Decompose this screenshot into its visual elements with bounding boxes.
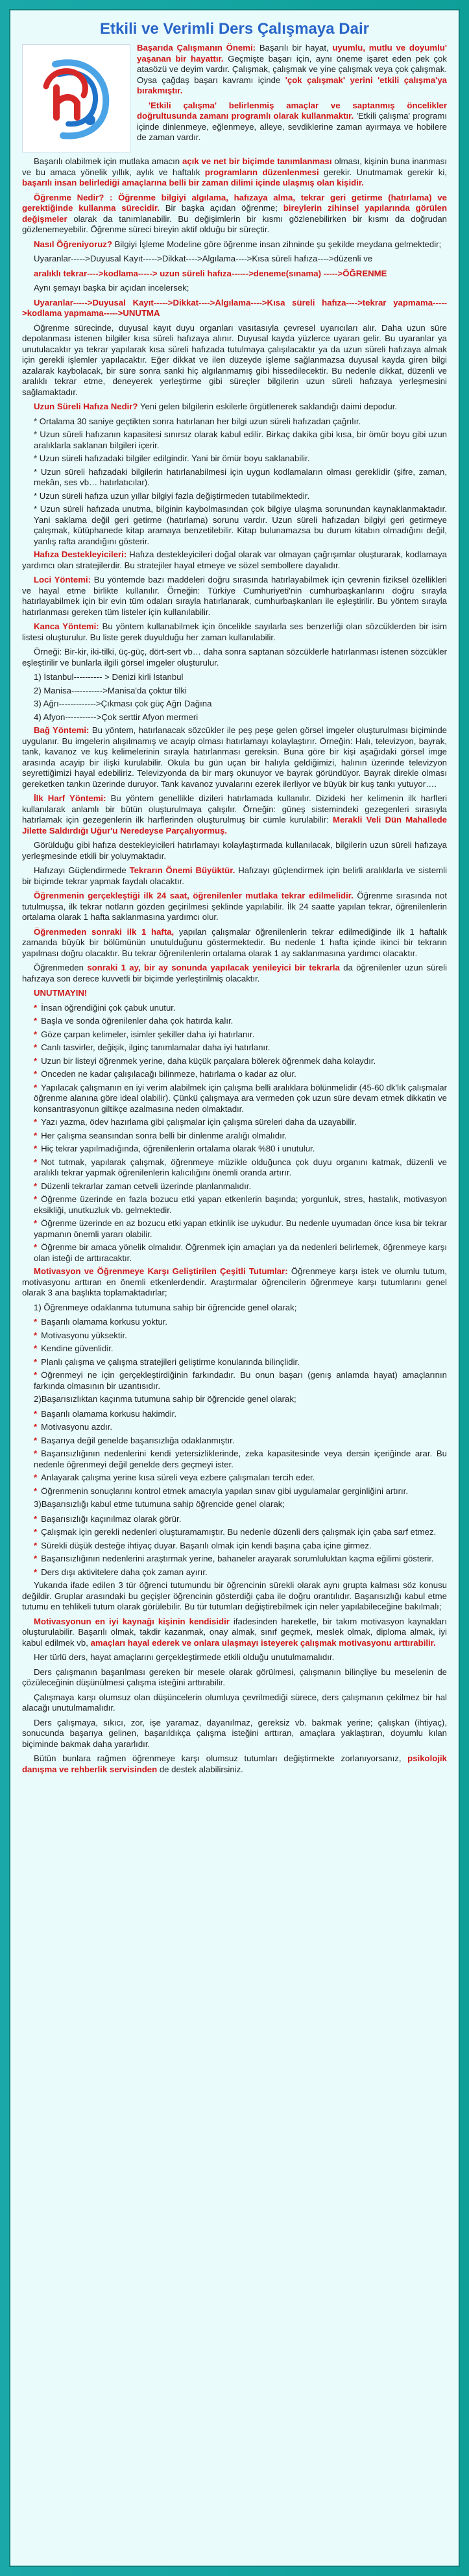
page-title: Etkili ve Verimli Ders Çalışmaya Dair (100, 20, 369, 38)
motivation-paragraph: Motivasyon ve Öğrenmeye Karşı Geliştirilen Çeşitli Tutumlar: Öğrenmeye karşı istek ve olumlu tutum, motivasyonu arttıran en önemli etkenlerdendir. Araştırmalar öğrencilerin öğrenmeye karşı tutumlarını genel olarak 3 ana başlıkta toplamaktadırlar; (22, 1266, 447, 1297)
list-item: * Motivasyonu yüksektir. (34, 1330, 127, 1340)
list-item: * Yazı yazma, ödev hazırlama gibi çalışmalar için çalışma süreleri daha da uzayabilir. (34, 1117, 357, 1127)
learning-flow-1: Uyaranlar----->Duyusal Kayıt----->Dikkat---->Algılama---->Kısa süreli hafıza---->düzenli ve (34, 254, 373, 263)
list-item: * Ortalama 30 saniye geçtikten sonra hatırlanan her bilgi uzun süreli hafızadan çağrılır. (34, 416, 361, 426)
list-item: * Başarılı olamama korkusu yoktur. (34, 1317, 168, 1327)
forgetting-flow: Uyaranlar----->Duyusal Kayıt----->Dikkat---->Algılama---->Kısa süreli hafıza---->tekrar yapmama----->kodlama yapmama----->UNUTMA (22, 297, 447, 318)
how-we-learn: Nasıl Öğreniyoruz? Bilgiyi İşleme Modeline göre öğrenme insan zihninde şu şekilde meydana gelmektedir; (34, 239, 442, 249)
link-method: Bağ Yöntemi: Bu yöntem, hatırlanacak sözcükler ile peş peşe gelen görsel imgeler oluşturulması biçiminde uygulanır. Bu imgelerin alışılmamış ve acayip olması hatırlamayı kolaylaştırır. Örneğin: Halı, televizyon, bayrak, tank, kavanoz ve kuş kelimelerinin sırayla hatırlanması gereksin. Buna göre bir kişi aşağıdaki görsel imge arasında acayip bir ilişki kurulabilir. Okula bu gün uçan bir halıyla geldiğimizi, halının üzerinde televizyon seyrettiğimizi hayal edebiliriz. Televizyonda da bir marş okunuyor ve bayrak göründüyor. Bayrak direkle olması gereketken tankın üzerinde duruyor. Tank kavanoz yuvalarını ezerek ilerliyor ve büyük bir kuş tankı yutuyor…. (22, 725, 447, 789)
list-item: * Öğrenmeyi ne için gerçekleştirdiğinin farkındadır. Bu onun başarı (genış anlamda hayat) amaçlarının farkında olmasının bir uzantısıdır. (34, 1370, 447, 1391)
list-item: * Uzun süreli hafızada unutma, bilginin kaybolmasından çok bilgiye ulaşma sorunundan kaynaklanmaktadır. Yani saklama değil geri getirme (hatırlama) sorunu vardır. Uzun süreli hafızadan bilgiyi geri getirmeye çalışmak, kütüphanede kitap aramaya benzetilebilir. Kitap bulunamazsa bu durum kitabın olmadığını değil, yanlış rafta arandığını gösterir. (34, 504, 447, 546)
intro-heading: Başarıda Çalışmanın Önemi: (137, 43, 256, 53)
list-item: 3) Ağrı------------->Çıkması çok güç Ağrı Dağına (34, 699, 212, 708)
list-item: * Başarısızlığının nedenlerini kendi yetersizliklerinde, zeka kapasitesinde veya dersin içeriğinde arar. Bu nedenle öğrenmeyi değil genelde ders geçmeyi ister. (34, 1449, 447, 1469)
list-item: * Planlı çalışma ve çalışma stratejileri geliştirme konularında bilinçlidir. (34, 1356, 300, 1367)
list-item: * Başarıya değil genelde başarısızlığa odaklanmıştır. (34, 1435, 235, 1445)
list-item: * Uzun süreli hafıza uzun yıllar bilgiyi fazla değiştirmeden tutabilmektedir. (34, 490, 310, 501)
list-item: * Öğrenme üzerinde en fazla bozucu etki yapan etkenlerin başında; yorgunluk, stres, hastalık, motivasyon eksikliği, unutkuzluk vb. gelmektedir. (34, 1194, 447, 1215)
unutmayin-heading: UNUTMAYIN! (34, 988, 88, 998)
memory-facts-list (22, 416, 447, 548)
list-item: * Uzun bir listeyi öğrenmek yerine, daha küçük parçalara bölerek öğrenmek daha kolaydır. (34, 1055, 376, 1066)
list-item: * Sürekli düşük desteğe ihtiyaç duyar. Başarılı olmak için kendi başına çaba içine girmez. (34, 1540, 372, 1550)
list-item: * Önceden ne kadar çalışılacağı bilinmeze, hatırlama o kadar az olur. (34, 1069, 296, 1079)
intro-paragraph: Başarıda Çalışmanın Önemi: Başarılı bir hayat, uyumlu, mutlu ve doyumlu' yaşanan bir hayattır. Geçmişte başarı için, aynı öneme işaret eden pek çok atasözü ve deyim vardır. Çalışmak, çalışmak ve yine çalışmak veya çok çalışmak. Oysa çağdaş başarı kavramı içinde 'çok çalışmak' yerini 'etkili çalışma'ya bırakmıştır. (137, 43, 447, 95)
list-item: * Uzun süreli hafızadaki bilgilerin hatırlanabilmesi için uygun kodlamaların olması gereklidir (şifre, zaman, mekân, ses vb… hatırlatıcılar). (34, 466, 447, 487)
closing-paragraph-5: Çalışmaya karşı olumsuz olan düşüncelerin olumluya çevrilmediği sürece, ders çalışmanın çekilmez bir hal alacağı unutulmamalıdır. (22, 1692, 447, 1713)
list-item: * Ders dışı aktivitelere daha çok zaman ayırır. (34, 1567, 208, 1577)
list-item: * Düzenli tekrarlar zaman cetveli üzerinde planlanmalıdır. (34, 1181, 252, 1191)
list-item: * Başla ve sonda öğrenilenler daha çok hatırda kalır. (34, 1016, 234, 1026)
list-item: 2) Manisa----------->Manisa'da çoktur tilki (34, 685, 187, 695)
closing-paragraph-2: Motivasyonun en iyi kaynağı kişinin kendisidir ifadesinden hareketle, bir takım motivasyon kaynakları oluşturulabilir. Başarılı olmak, takdir kazanmak, onay almak, sınıf geçmek, meslek olmak, diploma almak, iyi kabul edilmek vb, amaçları hayal ederek ve onlara ulaşmayı isteyerek çalışmak motivasyonu arttırabilir. (22, 1616, 447, 1648)
list-item: * Kendine güvenlidir. (34, 1343, 114, 1353)
list-item: * Uzun süreli hafızadaki bilgiler edilgindir. Yani bir ömür boyu saklanabilir. (34, 453, 310, 463)
attitude-1-list (22, 1317, 447, 1391)
list-item: * Canlı tasvirler, değişik, ilginç tanımlamalar daha iyi hatırlanır. (34, 1042, 271, 1052)
long-term-memory-definition: Uzun Süreli Hafıza Nedir? Yeni gelen bilgilerin eskilerle örgütlenerek saklandığı daimi depodur. (34, 402, 398, 411)
list-item: * Her çalışma seansından sonra belli bir dinlenme aralığı olmalıdır. (34, 1130, 287, 1140)
hook-example: Örneği: Bir-kir, iki-tilki, üç-güç, dört-sert vb… daha sonra saptanan sözcüklerle hatırlanması istenen sözcükler eşleştirilir ve bunlarla ilgili görsel imgeler oluşturulur. (22, 647, 447, 668)
list-item: * Motivasyonu azdır. (34, 1422, 113, 1432)
attitude-3-heading: 3)Başarısızlığı kabul etme tutumuna sahip öğrencide genel olarak; (34, 1499, 285, 1509)
document-content (10, 10, 459, 1787)
learning-definition: Öğrenme Nedir? : Öğrenme bilgiyi algılama, hafızaya alma, tekrar geri getirme (hatırlama) ve gerektiğinde kullanma sürecidir. Bir başka açıdan öğrenme; bireylerin zihinsel yapılarında görülen değişmeler olarak da tanımlanabilir. Bu değişimlerin bir kısmı gözlenebilirken bir kısmı da doğrudan gözlenemeyebilir. Öğrenme süreci bireyin aktif olduğu bir süreçtir. (22, 192, 447, 234)
list-item: * Hiç tekrar yapılmadığında, öğrenilenlerin ortalama olarak %80 i unutulur. (34, 1144, 315, 1153)
list-item: 1) İstanbul---------- > Denizi kirli İstanbul (34, 672, 184, 682)
list-item: * Başarısızlığının nedenlerini araştırmak yerine, bahaneler arayarak sorumluluktan kaçma eğilimi gösterir. (34, 1554, 434, 1563)
logo-icon (28, 50, 125, 147)
first-week: Öğrenmeden sonraki ilk 1 hafta, yapılan çalışmalar öğrenilenlerin tekrar edilmediğinde ilk 1 haftalık zamanda büyük bir bölümünün unutulduğunu göstermektedir. Bu nedenle 1 hafta içinde ikinci bir tekrarın yapılması doğru olacaktır. Bu tekrar öğrenilenlerin ortalama olarak 1 ay saklanmasına yardımcı olacaktır. (22, 926, 447, 958)
first-24-hours: Öğrenmenin gerçekleştiği ilk 24 saat, öğrenilenler mutlaka tekrar edilmelidir. Öğrenme sırasında not tutulmuşsa, ilk tekrar notların gözden geçirilmesi şeklinde yapılabilir. İlk 24 saatte yapılan tekrar, öğrenilenlerin ortalama olarak 1 hafta saklanmasına yardımcı olur. (22, 891, 447, 922)
list-item: * Not tutmak, yapılarak çalışmak, öğrenmeye müzikle olduğunca çok duyu organını katmak, düzenli ve aralıklı tekrar yapmak öğrenilenlerin kalıcılığını önemli oranda artırır. (34, 1157, 447, 1177)
closing-paragraph-1: Yukarıda ifade edilen 3 tür öğrenci tutumundu bir öğrencinin sürekli olarak aynı grupta kalması söz konusu değildir. Gruplar arasındaki bu geçişler öğrencinin gösterdiği çaba ile doğru orantılıdır. Başarısızlığı kabul etme tutumu en tehlikeli tutum olarak görülebilir. Bu tür tutumları değiştirebilmek için neler yapılabileceğine bakılmalı; (22, 1580, 447, 1611)
document-sheet (9, 9, 460, 2567)
closing-paragraph-7: Bütün bunlara rağmen öğrenmeye karşı olumsuz tutumları değiştirmekte zorlanıyorsanız, psikolojik danışma ve rehberlik servisinden de destek alabilirsiniz. (22, 1753, 447, 1774)
logo (22, 44, 129, 151)
list-item: * Öğrenme bir amaca yönelik olmalıdır. Öğrenmek için amaçları ya da nedenleri belirlemek, öğrenmeye karşı olan isteği de arttıracaktır. (34, 1242, 447, 1263)
goal-paragraph: Başarılı olabilmek için mutlaka amacın açık ve net bir biçimde tanımlanması olması, kişinin buna inanması ve bu amaca yönelik yıllık, aylık ve haftalık programların düzenlenmesi gerekir. Unutmamak gerekir ki, başarılı insan belirlediği amaçlarına belli bir zaman dilimi içinde ulaşmış olan kişidir. (22, 156, 448, 187)
learning-process-paragraph: Öğrenme sürecinde, duyusal kayıt duyu organları vasıtasıyla çevresel uyarıcıları alır. Daha uzun süre depolanması istenen bilgiler kısa süreli hafızaya alınır. Duyusal kayda yüzlerce uyaran gelir. Bu uyaranlar ya unutulacaktır ya tekrar yapılarak kısa süreli hafızada tutulmaya çalışılacaktır ya da uzun süreli hafızaya almak için gerekli işlemler yapılacaktır. Eğer dikkat ve ilen düzeyde işleme sağlanmazsa duyusal kayda giren bilgi azalarak kaybolacak, bir süre sonra sanki hiç algılanmamış gibi hissedilecektir. Bu nedenle dikkat, düzenli ve aralıklı tekrar etme, deneyerek yerleştirme gibi süreçler bilgilerin uzun süreli hafızaya yerleşmesini sağlamaktadır. (22, 322, 447, 397)
list-item: * Göze çarpan kelimeler, isimler şekiller daha iyi hatırlanır. (34, 1029, 255, 1039)
list-item: * Uzun süreli hafızanın kapasitesi sınırsız olarak kabul edilir. Birkaç dakika gibi kısa, bir ömür boyu gibi uzun aralıklarla saklanan bilgileri içerir. (34, 429, 447, 450)
learning-flow-1b: aralıklı tekrar---->kodlama-----> uzun süreli hafıza------>deneme(sınama) ----->ÖĞRENME (34, 268, 387, 278)
list-item: * Başarısızlığı kaçınılmaz olarak görür. (34, 1513, 182, 1524)
flow-intro-2: Aynı şemayı başka bir açıdan incelersek; (34, 283, 189, 293)
memory-aid-summary: Görülduğu gibi hafıza destekleyicileri hatırlamayı kolaylaştırmada kullanılacak, bilgilerin uzun süreli hafızaya yerleşmesinde etkili bir yoluymaktadır. (22, 840, 447, 861)
list-item: * Çalışmak için gerekli nedenleri oluşturamamıştır. Bu nedenle düzenli ders çalışmak için çaba sarf etmez. (34, 1527, 437, 1537)
repetition-importance: Hafızayı Güçlendirmede Tekrarın Önemi Büyüktür. Hafızayı güçlendirmek için belirli aralıklarla ve sistemli bir biçimde tekrar yapmak faydalı olacaktır. (22, 865, 447, 886)
memory-aids-paragraph: Hafıza Destekleyicileri: Hafıza destekleyicileri doğal olarak var olmayan çağrışımlar oluşturarak, kodlamaya yardımcı olan stratejilerdir. Bu stratejiler hayal etmeye ve sözel sembollere dayalıdır. (22, 549, 447, 570)
list-item: * Yapılacak çalışmanın en iyi verim alabilmek için çalışma belli aralıklara bölünmelidir (45-60 dk'lık çalışmalar öğrenme alanına göre ideal olabilir). Çünkü çalışmaya ara vermeden çok uzun süre devam etmek dikkatin ve konsantrasyonun giltikçe azalmasına neden olmaktadır. (34, 1082, 447, 1114)
attitude-1-heading: 1) Öğrenmeye odaklanma tutumuna sahip bir öğrencide genel olarak; (34, 1302, 297, 1312)
list-item: * İnsan öğrendiğini çok çabuk unutur. (34, 1002, 176, 1013)
effective-work-quote: 'Etkili çalışma' belirlenmiş amaçlar ve saptanmış öncelikler doğrultusunda zamanı programlı olarak kullanmaktır. 'Etkili çalışma' programı içinde dinlenmeye, eğlenmeye, alleye, sevdiklerine zaman ayırmaya ve hobilere de zaman vardır. (137, 100, 447, 142)
list-item: * Anlayarak çalışma yerine kısa süreli veya ezbere çalışmaları tercih eder. (34, 1473, 315, 1482)
first-month: Öğrenmeden sonraki 1 ay, bir ay sonunda yapılacak yenileyici bir tekrarla da öğrenilenler uzun süreli hafızaya son derece kuvvetli bir biçimde yerleştirilmiş olacaktır. (22, 963, 448, 983)
logo-box (22, 44, 130, 152)
hook-method: Kanca Yöntemi: Bu yöntem kullanabilmek için öncelikle sayılarla ses benzerliği olan sözcüklerden bir isim listesi oluşturulur. Bu liste gerek duyulduğu her zaman kullanılabilir. (22, 621, 447, 642)
attitude-2-heading: 2)Başarısızlıktan kaçınma tutumuna sahip bir öğrencide genel olarak; (34, 1394, 296, 1404)
closing-paragraph-3: Her türlü ders, hayat amaçlarını gerçekleştirmede etkili olduğu unutulmamalıdır. (34, 1652, 335, 1662)
list-item: 4) Afyon----------->Çok serttir Afyon mermeri (34, 712, 198, 722)
attitude-2-list (22, 1409, 447, 1497)
loci-method: Loci Yöntemi: Bu yöntemde bazı maddeleri doğru sırasında hatırlayabilmek için çevrenin fiziksel özellikleri ve hayal etme birlikte kullanılır. Örneğin: Türkiye Cumhuriyeti'nin cumhurbaşkanlarını doğru sırayla hatırlayabilmek için bir evin tüm odaları sırayla hatırlanarak, cumhurbaşkanları ile eşleştirilir. Bu yöntem sırayla hatırlanması gereken tüm listeler için kullanılabilir. (22, 575, 447, 617)
list-item: * Öğrenmenin sonuçlarını kontrol etmek amacıyla yapılan sınav gibi uygulamalar gerginliğini artırır. (34, 1486, 409, 1496)
attitude-3-list (22, 1514, 447, 1578)
list-item: * Başarılı olamama korkusu hakimdir. (34, 1408, 177, 1419)
closing-paragraph-6: Ders çalışmaya, sıkıcı, zor, işe yaramaz, dayanılmaz, gereksiz vb. bakmak yerine; çalışkan (ihtiyaç), sonucunda başarıya gelinen, başarıldıkça çalışma isteğini arttıran, amaçlara yaklaştıran, doyumlu kılan biçiminde bakmak daha yararlıdır. (22, 1717, 447, 1749)
unutmayin-list (22, 1003, 447, 1264)
closing-paragraph-4: Ders çalışmanın başarılması gereken bir mesele olarak görülmesi, çalışmanın bilinçliye bu meselenin de çözüleceğinin düşünülmesi çalışma isteğini arttırabilir. (22, 1667, 447, 1687)
hook-list (22, 672, 447, 723)
first-letter-method: İlk Harf Yöntemi: Bu yöntem genellikle dizileri hatırlamada kullanılır. Dizideki her kelimenin ilk harfleri kullanılarak anlamlı bir bütün oluşturulmaya çalışılır. Örneğin: güneş sistemindeki gezegenleri sırasıyla hatırlamak için gezegenlerin ilk harflerinden oluşturulmuş bir cümle kurulabilir: Merakli Veli Dün Mahallede Jilette Saldırdığı Uğur'u Neredeyse Parçalıyormuş. (22, 793, 448, 836)
list-item: * Öğrenme üzerinde en az bozucu etki yapan etkinlik ise uykudur. Bu nedenle uyumadan önce kısa bir tekrar yapmanın önemli yararı olabilir. (34, 1218, 447, 1239)
